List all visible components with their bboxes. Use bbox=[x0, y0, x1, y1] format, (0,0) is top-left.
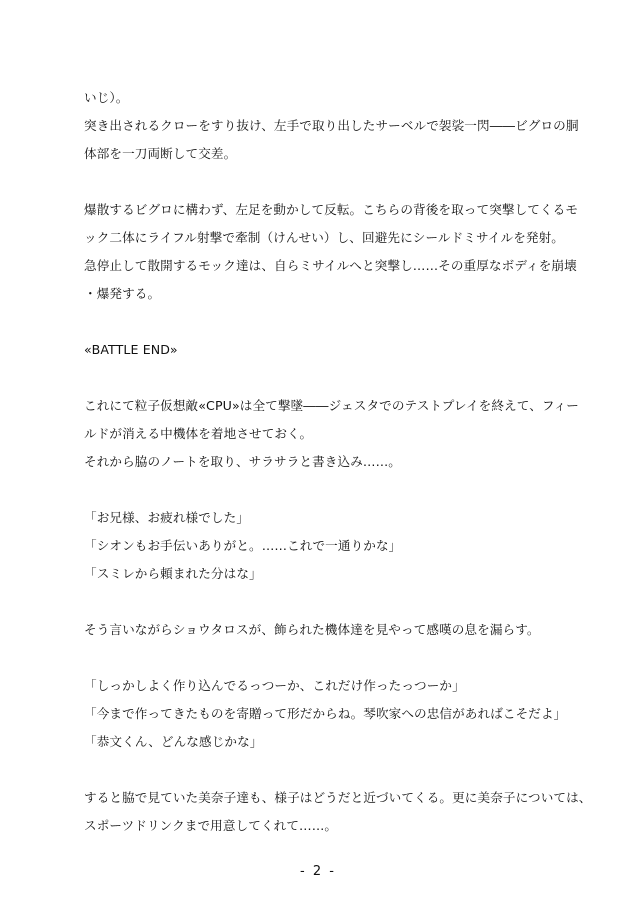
dialogue-line: 「しっかしよく作り込んでるっつーか、これだけ作ったっつーか」 bbox=[84, 678, 465, 693]
text-line: そう言いながらショウタロスが、飾られた機体達を見やって感嘆の息を漏らす。 bbox=[84, 622, 540, 637]
dialogue-line: 「お兄様、お疲れ様でした」 bbox=[84, 510, 250, 525]
dialogue-line: 「シオンもお手伝いありがと。……これで一通りかな」 bbox=[84, 538, 402, 553]
text-line: 突き出されるクローをすり抜け、左手で取り出したサーベルで袈裟一閃――ビグロの胴 bbox=[84, 118, 579, 133]
text-line: それから脇のノートを取り、サラサラと書き込み……。 bbox=[84, 454, 401, 469]
text-line: スポーツドリンクまで用意してくれて……。 bbox=[84, 818, 338, 833]
text-line: 爆散するビグロに構わず、左足を動かして反転。こちらの背後を取って突撃してくるモ bbox=[84, 202, 579, 217]
dialogue-line: 「今まで作ってきたものを寄贈って形だからね。琴吹家への忠信があればこそだよ」 bbox=[84, 706, 567, 721]
text-line: 急停止して散開するモック達は、自らミサイルへと突撃し……その重厚なボディを崩壊 bbox=[84, 258, 577, 273]
dialogue-line: 「スミレから頼まれた分はな」 bbox=[84, 566, 262, 581]
battle-end-heading: «BATTLE END» bbox=[84, 342, 178, 357]
text-line: ック二体にライフル射撃で牽制（けんせい）し、回避先にシールドミサイルを発射。 bbox=[84, 230, 564, 245]
text-line: 体部を一刀両断して交差。 bbox=[84, 146, 237, 161]
text-line: これにて粒子仮想敵«CPU»は全て撃墜――ジェスタでのテストプレイを終えて、フィー bbox=[84, 398, 579, 413]
text-line: いじ）。 bbox=[84, 90, 129, 105]
dialogue-line: 「恭文くん、どんな感じかな」 bbox=[84, 734, 263, 749]
text-line: すると脇で見ていた美奈子達も、様子はどうだと近づいてくる。更に美奈子については、 bbox=[84, 790, 592, 805]
text-line: ・爆発する。 bbox=[84, 286, 161, 301]
text-line: ルドが消える中機体を着地させておく。 bbox=[84, 426, 313, 441]
page-number: - 2 - bbox=[300, 864, 336, 879]
